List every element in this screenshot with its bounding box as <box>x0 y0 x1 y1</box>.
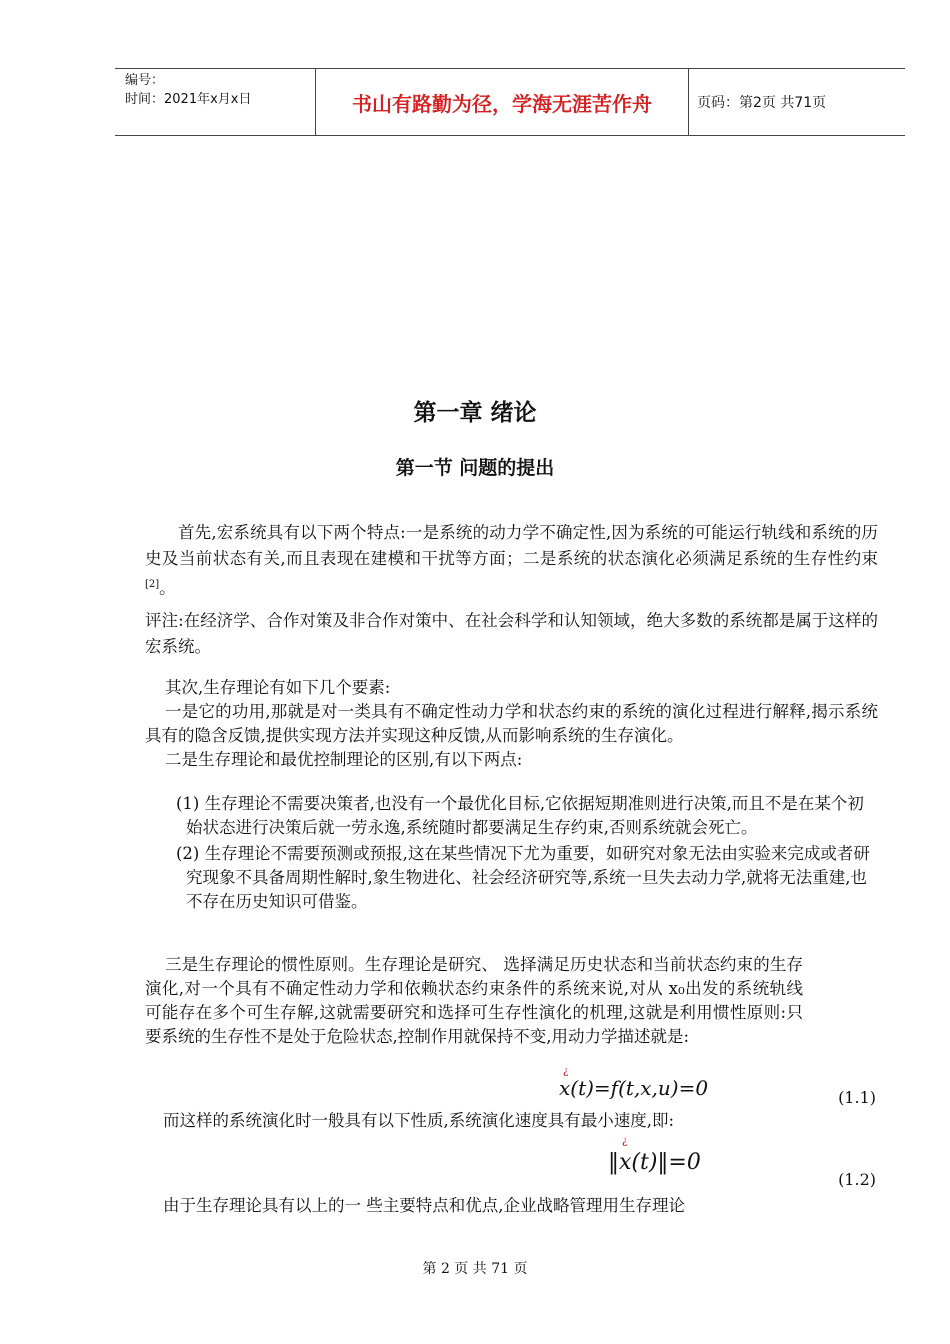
equation-1-dot-mark: ¿ <box>563 1066 569 1077</box>
page-header <box>115 68 905 136</box>
paragraph-4: 三是生存理论的惯性原则。生存理论是研究、 选择满足历史状态和当前状态约束的生存演化,对一个具有不确定性动力学和依赖状态约束条件的系统来说,对从 x₀出发的系统轨线可能存在多个可生存解,这就需要研究和选择可生存性演化的机理,这就是利用惯性原则:只要系统的生存性不是处于危险状态,控制作用就保持不变,用动力学描述就是: <box>145 955 803 1046</box>
paragraph-1-end: 。 <box>159 578 176 598</box>
equation-1: x(t)=f(t,x,u)=0 <box>559 1076 709 1100</box>
page-footer: 第 2 页 共 71 页 <box>422 1261 528 1277</box>
paragraph-3b: 一是它的功用,那就是对一类具有不确定性动力学和状态约束的系统的演化过程进行解释,揭示系统具有的隐含反馈,提供实现方法并实现这种反馈,从而影响系统的生存演化。 <box>145 702 878 745</box>
equation-1-number: (1.1) <box>838 1088 876 1107</box>
paragraph-1-text: 首先,宏系统具有以下两个特点:一是系统的动力学不确定性,因为系统的可能运行轨线和系统的历史及当前状态有关,而且表现在建模和干扰等方面；二是系统的状态演化必须满足系统的生存性约束 <box>145 523 878 568</box>
list-item-1: (1) 生存理论不需要决策者,也没有一个最优化目标,它依据短期准则进行决策,而且不是在某个初始状态进行决策后就一劳永逸,系统随时都要满足生存约束,否则系统就会死亡。 <box>176 794 864 837</box>
header-meta <box>115 69 315 135</box>
header-motto: 书山有路勤为径，学海无涯苦作舟 <box>315 69 689 135</box>
header-page-label: 页码：第2页 共71页 <box>697 95 827 111</box>
citation-ref: [2] <box>145 579 160 590</box>
list-item-2: (2) 生存理论不需要预测或预报,这在某些情况下尤为重要，如研究对象无法由实验来完成或者研究现象不具备周期性解时,象生物进化、社会经济研究等,系统一旦失去动力学,就将无法重建,也不存在历史知识可借鉴。 <box>176 844 870 911</box>
time-label: 时间：2021年x月x日 <box>125 92 252 107</box>
equation-2: ‖x(t)‖=0 <box>608 1150 701 1175</box>
difference-list <box>176 792 878 916</box>
equation-2-dot-mark: ¿ <box>622 1136 628 1147</box>
chapter-title: 第一章 绪论 <box>413 400 537 426</box>
paragraph-6: 由于生存理论具有以上的一 些主要特点和优点,企业战略管理用生存理论 <box>163 1196 685 1215</box>
paragraph-5: 而这样的系统演化时一般具有以下性质,系统演化速度具有最小速度,即: <box>163 1111 675 1130</box>
paragraph-3a: 其次,生存理论有如下几个要素: <box>165 678 391 697</box>
equation-2-number: (1.2) <box>838 1170 876 1189</box>
number-label: 编号： <box>125 73 165 88</box>
paragraph-3c: 二是生存理论和最优控制理论的区别,有以下两点: <box>165 750 523 769</box>
section-title: 第一节 问题的提出 <box>395 457 555 479</box>
paragraph-2: 评注:在经济学、合作对策及非合作对策中、在社会科学和认知领域，绝大多数的系统都是属于这样的宏系统。 <box>145 611 878 656</box>
paragraph-1 <box>145 520 878 602</box>
